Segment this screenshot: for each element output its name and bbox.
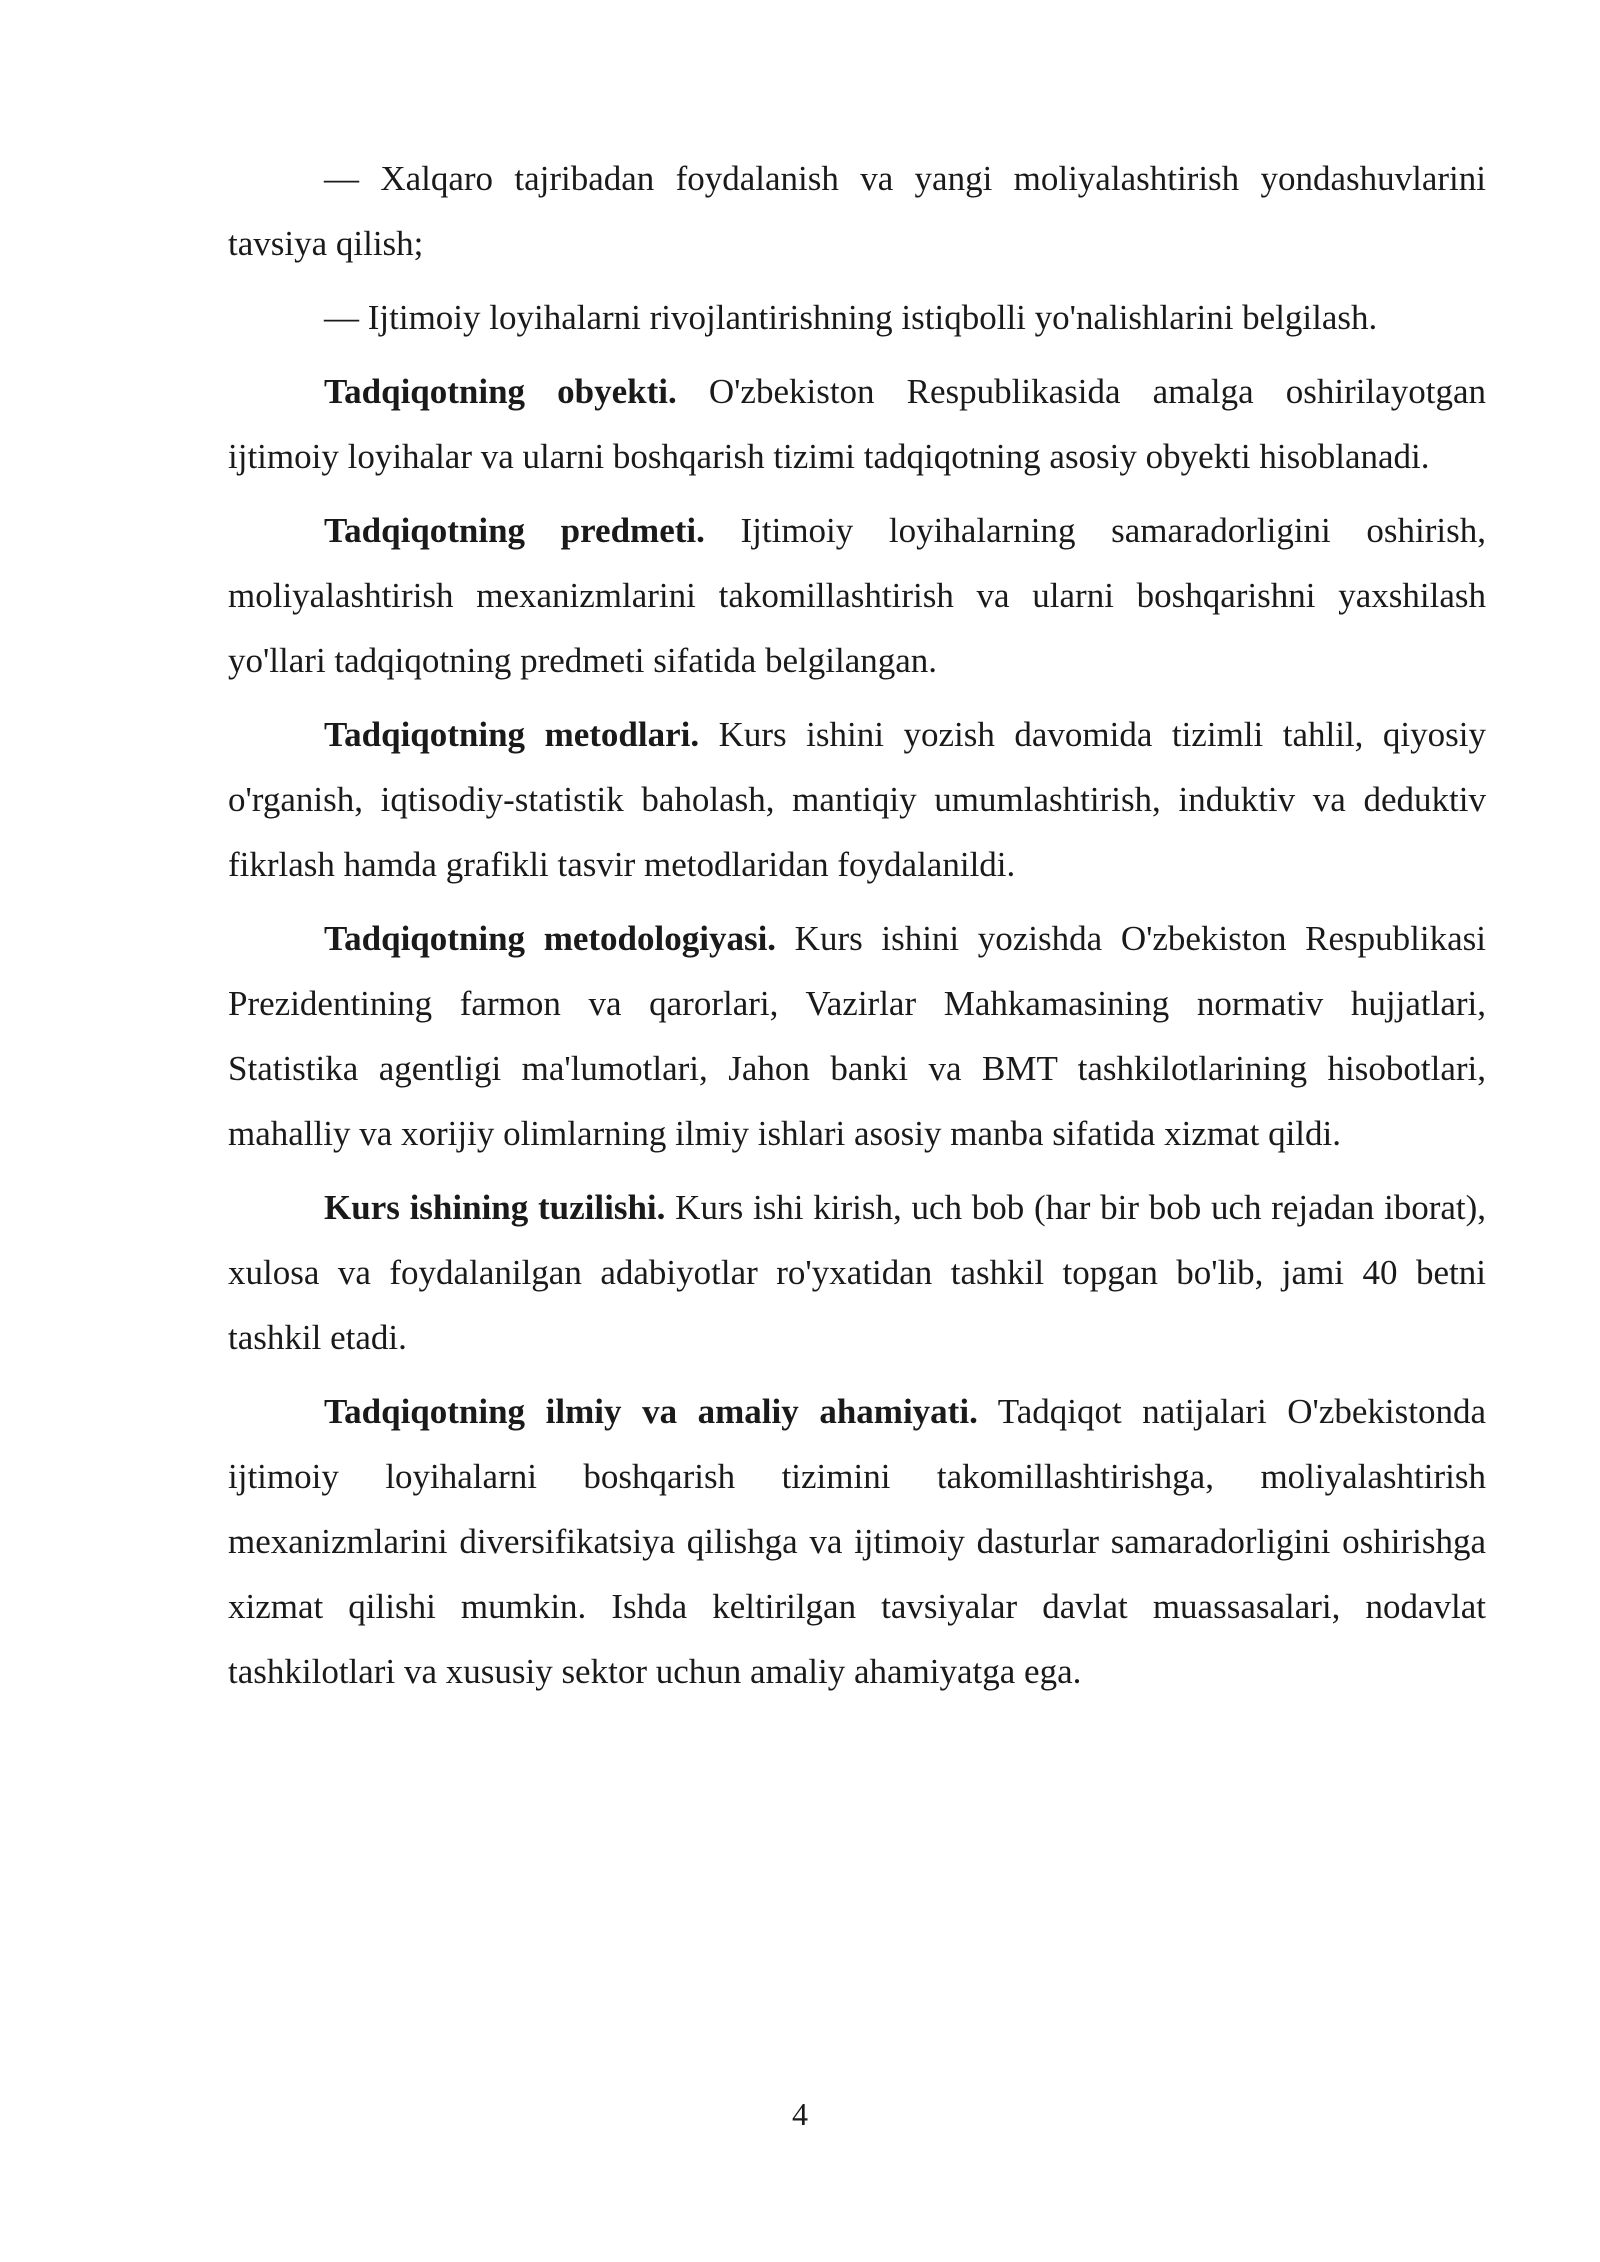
page-content <box>228 146 1486 1713</box>
paragraph-text: — Ijtimoiy loyihalarni rivojlantirishning istiqbolli yo'nalishlarini belgilash. <box>324 298 1378 337</box>
paragraph-heading: Tadqiqotning metodologiyasi. <box>324 919 777 958</box>
paragraph-text: Kurs ishini yozishda O'zbekiston Respublikasi Prezidentining farmon va qarorlari, Vazirlar Mahkamasining normativ hujjatlari, Statistika agentligi ma'lumotlari, Jahon banki va BMT tashkilotlarining hisobotlari, mahalliy va xorijiy olimlarning ilmiy ishlari asosiy manba sifatida xizmat qildi. <box>228 919 1486 1153</box>
paragraph-heading: Tadqiqotning ilmiy va amaliy ahamiyati. <box>324 1392 978 1431</box>
page-number: 4 <box>792 2096 808 2132</box>
paragraph-text: O'zbekiston Respublikasida amalga oshirilayotgan ijtimoiy loyihalar va ularni boshqarish tizimi tadqiqotning asosiy obyekti hisoblanadi. <box>228 372 1486 476</box>
bullet-paragraph-international-experience <box>228 146 1486 276</box>
paragraph-text: Kurs ishini yozish davomida tizimli tahlil, qiyosiy o'rganish, iqtisodiy-statistik baholash, mantiqiy umumlashtirish, induktiv va deduktiv fikrlash hamda grafikli tasvir metodlaridan foydalanildi. <box>228 715 1486 884</box>
bullet-paragraph-development-directions <box>228 285 1486 350</box>
paragraph-text: Ijtimoiy loyihalarning samaradorligini oshirish, moliyalashtirish mexanizmlarini takomillashtirish va ularni boshqarishni yaxshilash yo'llari tadqiqotning predmeti sifatida belgilangan. <box>228 511 1486 680</box>
paragraph-research-object <box>228 359 1486 489</box>
paragraph-research-methods <box>228 702 1486 897</box>
paragraph-text: Kurs ishi kirish, uch bob (har bir bob uch rejadan iborat), xulosa va foydalanilgan adabiyotlar ro'yxatidan tashkil topgan bo'lib, jami 40 betni tashkil etadi. <box>228 1188 1487 1357</box>
paragraph-heading: Tadqiqotning obyekti. <box>324 372 677 411</box>
paragraph-research-methodology <box>228 906 1486 1166</box>
paragraph-heading: Kurs ishining tuzilishi. <box>324 1188 666 1227</box>
paragraph-work-structure <box>228 1175 1486 1370</box>
paragraph-heading: Tadqiqotning predmeti. <box>324 511 705 550</box>
paragraph-scientific-practical-significance <box>228 1379 1486 1704</box>
paragraph-text: — Xalqaro tajribadan foydalanish va yangi moliyalashtirish yondashuvlarini tavsiya qilish; <box>228 159 1486 263</box>
paragraph-research-subject <box>228 498 1486 693</box>
paragraph-heading: Tadqiqotning metodlari. <box>324 715 700 754</box>
paragraph-text: Tadqiqot natijalari O'zbekistonda ijtimoiy loyihalarni boshqarish tizimini takomillashtirishga, moliyalashtirish mexanizmlarini diversifikatsiya qilishga va ijtimoiy dasturlar samaradorligini oshirishga xizmat qilishi mumkin. Ishda keltirilgan tavsiyalar davlat muassasalari, nodavlat tashkilotlari va xususiy sektor uchun amaliy ahamiyatga ega. <box>228 1392 1487 1691</box>
